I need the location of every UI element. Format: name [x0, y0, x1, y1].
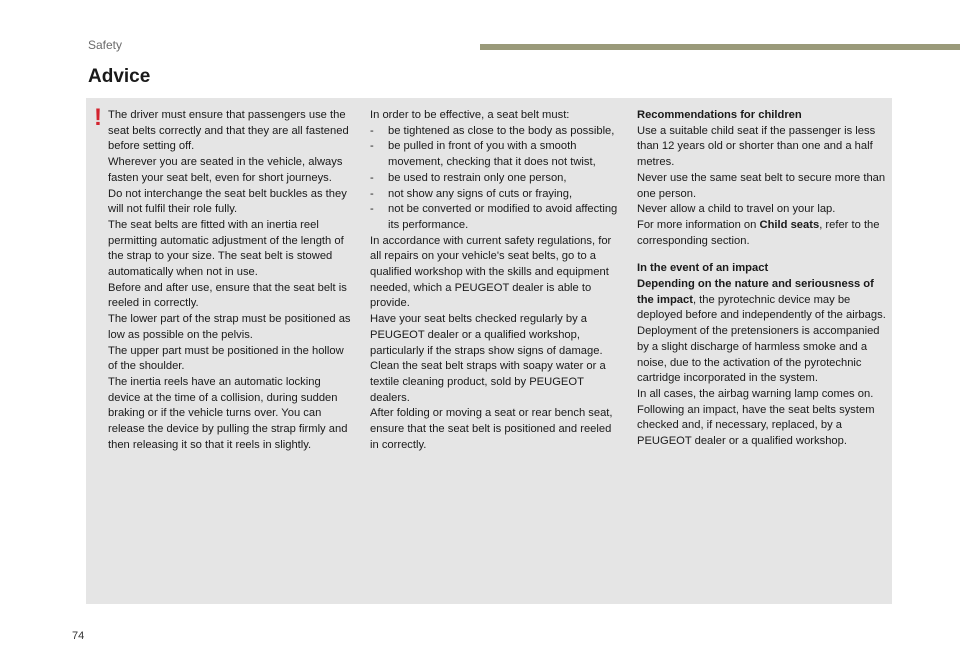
column-children-and-impact — [637, 108, 887, 450]
paragraph: Before and after use, ensure that the seat belt is reeled in correctly. — [108, 281, 347, 310]
paragraph: The upper part must be positioned in the hollow of the shoulder. — [108, 344, 344, 373]
paragraph: The lower part of the strap must be positioned as low as possible on the pelvis. — [108, 313, 351, 341]
paragraph: Do not interchange the seat belt buckles as they will not fulfil their role fully. — [108, 187, 347, 216]
paragraph: Never use the same seat belt to secure more than one person. — [637, 171, 886, 200]
paragraph: After folding or moving a seat or rear bench seat, ensure that the seat belt is positioned and reeled in correctly. — [370, 407, 613, 451]
bullet-item: - not show any signs of cuts or fraying, — [370, 187, 573, 200]
paragraph: Use a suitable child seat if the passenger is less than 12 years old or shorter than one and a half metres. — [637, 124, 876, 169]
column-seat-belt-requirements — [370, 108, 618, 453]
bullet-item: - be used to restrain only one person, — [370, 171, 567, 184]
paragraph: In accordance with current safety regulations, for all repairs on your vehicle's seat belts, go to a qualified workshop with the skills and equipment needed, which a PEUGEOT dealer is able to provide. — [370, 234, 612, 310]
page-title: Advice — [88, 66, 151, 87]
section-label: Safety — [88, 38, 123, 52]
impact-paragraph: Depending on the nature and seriousness of the impact, the pyrotechnic device may be deployed before and independently of the airbags. Deployment of the pretensioners is accompanied by a slight discharge of harmless smoke and a noise, due to the activation of the pyrotechnic cartridge incorporated in the system. — [637, 278, 886, 385]
paragraph: In all cases, the airbag warning lamp comes on. — [637, 387, 874, 400]
paragraph: Following an impact, have the seat belts system checked and, if necessary, replaced, by a PEUGEOT dealer or a qualified workshop. — [637, 403, 875, 448]
paragraph: Clean the seat belt straps with soapy water or a textile cleaning product, sold by PEUGEOT dealers. — [370, 360, 606, 404]
bullet-item: - be pulled in front of you with a smooth movement, checking that it does not twist, — [370, 140, 596, 169]
paragraph: Wherever you are seated in the vehicle, always fasten your seat belt, even for short journeys. — [108, 156, 343, 184]
children-heading: Recommendations for children — [637, 109, 802, 121]
more-info-paragraph: For more information on Child seats, refer to the corresponding section. — [637, 218, 880, 247]
exclamation-mark-icon: ! — [94, 104, 102, 131]
column-seat-belt-usage — [108, 108, 356, 453]
intro-text: In order to be effective, a seat belt must: — [370, 109, 570, 121]
paragraph: Never allow a child to travel on your lap. — [637, 203, 836, 216]
paragraph: Have your seat belts checked regularly by a PEUGEOT dealer or a qualified workshop, particularly if the straps show signs of damage. — [370, 313, 603, 357]
header-bar — [480, 44, 960, 50]
bullet-item: - be tightened as close to the body as possible, — [370, 124, 615, 137]
child-seats-reference: Child seats — [759, 218, 820, 231]
bullet-item: - not be converted or modified to avoid affecting its performance. — [370, 203, 618, 231]
paragraph: The driver must ensure that passengers use the seat belts correctly and that they are all fastened before setting off. — [108, 109, 349, 153]
impact-heading: In the event of an impact — [637, 262, 769, 275]
paragraph: The inertia reels have an automatic locking device at the time of a collision, during sudden braking or if the vehicle turns over. You can release the device by pulling the strap firmly and then releasing it so that it reels in slightly. — [108, 375, 348, 451]
paragraph: The seat belts are fitted with an inertia reel permitting automatic adjustment of the length of the strap to your size. The seat belt is stowed automatically when not in use. — [108, 218, 344, 279]
page-number: 74 — [72, 630, 85, 642]
